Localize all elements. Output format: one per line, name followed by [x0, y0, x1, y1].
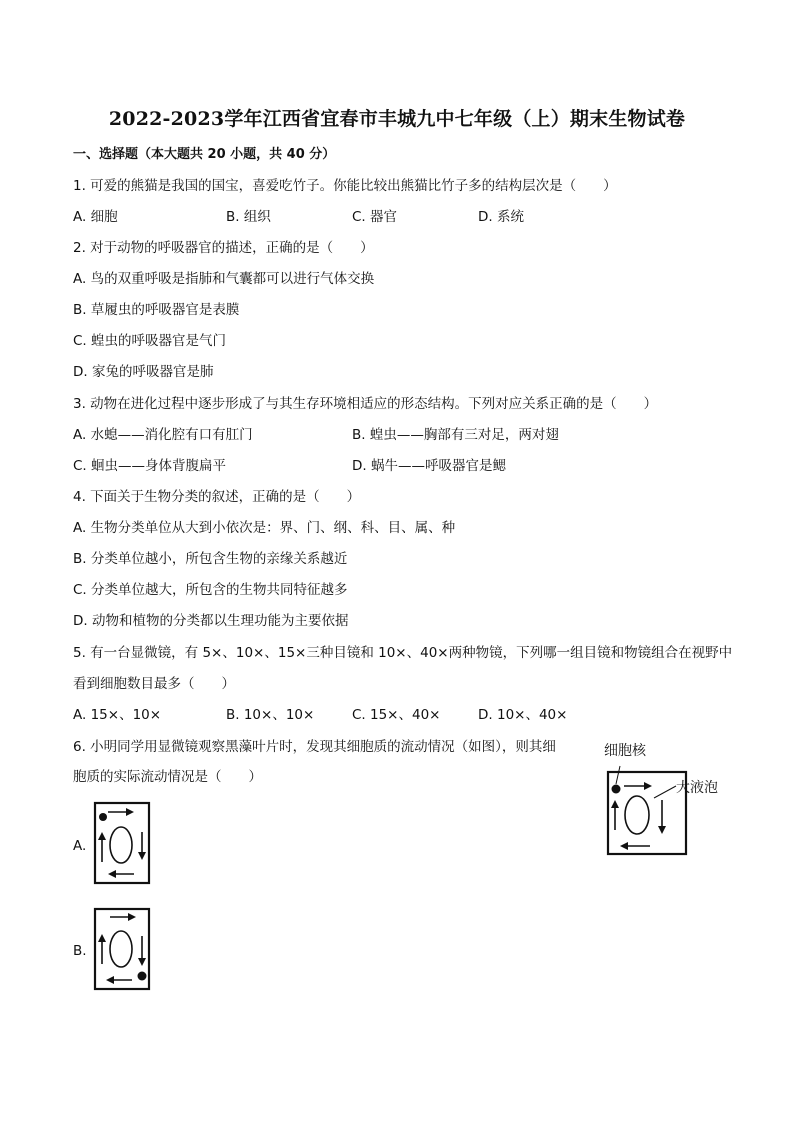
large-vacuole: [110, 931, 132, 967]
q1-option-a: A. 细胞: [73, 209, 118, 225]
large-vacuole: [625, 796, 649, 834]
label-cell-nucleus: 细胞核: [604, 743, 646, 759]
question-5-stem-line-2: 看到细胞数目最多（ ）: [73, 676, 235, 692]
reference-cell-diagram: [600, 760, 692, 860]
q4-option-c: C. 分类单位越大，所包含的生物共同特征越多: [73, 582, 348, 598]
cell-nucleus: [138, 972, 147, 981]
q3-option-a: A. 水螅——消化腔有口有肛门: [73, 427, 253, 443]
q2-option-d: D. 家兔的呼吸器官是肺: [73, 364, 214, 380]
question-3-stem: 3. 动物在进化过程中逐步形成了与其生存环境相适应的形态结构。下列对应关系正确的是（ ）: [73, 396, 658, 412]
vacuole-pointer-line: [654, 786, 676, 798]
q1-option-d: D. 系统: [478, 209, 524, 225]
q1-option-c: C. 器官: [352, 209, 398, 225]
question-4-stem: 4. 下面关于生物分类的叙述，正确的是（ ）: [73, 489, 361, 505]
q6-option-a-label: A.: [73, 838, 87, 854]
q2-option-b: B. 草履虫的呼吸器官是表膜: [73, 302, 240, 318]
cell-nucleus: [99, 813, 107, 821]
page-title: 2022-2023学年江西省宜春市丰城九中七年级（上）期末生物试卷: [108, 108, 686, 130]
q5-option-d: D. 10×、40×: [478, 707, 568, 723]
question-2-stem: 2. 对于动物的呼吸器官的描述，正确的是（ ）: [73, 240, 374, 256]
q3-option-c: C. 蛔虫——身体背腹扁平: [73, 458, 227, 474]
section-heading: 一、选择题（本大题共 20 小题，共 40 分）: [73, 147, 336, 162]
q4-option-b: B. 分类单位越小，所包含生物的亲缘关系越近: [73, 551, 348, 567]
q5-option-c: C. 15×、40×: [352, 707, 441, 723]
cell-wall: [608, 772, 686, 854]
q2-option-c: C. 蝗虫的呼吸器官是气门: [73, 333, 227, 349]
large-vacuole: [110, 827, 132, 863]
q5-option-b: B. 10×、10×: [226, 707, 315, 723]
nucleus-pointer-line: [616, 766, 620, 784]
q2-option-a: A. 鸟的双重呼吸是指肺和气囊都可以进行气体交换: [73, 271, 375, 287]
q3-option-b: B. 蝗虫——胸部有三对足，两对翅: [352, 427, 559, 443]
cell-nucleus: [612, 785, 621, 794]
label-large-vacuole: 大液泡: [676, 780, 718, 796]
q6-option-b-label: B.: [73, 943, 87, 959]
q6-option-b-diagram: [92, 906, 152, 992]
q1-option-b: B. 组织: [226, 209, 271, 225]
question-6-stem-line-2: 胞质的实际流动情况是（ ）: [73, 769, 262, 785]
question-6-stem-line-1: 6. 小明同学用显微镜观察黑藻叶片时，发现其细胞质的流动情况（如图），则其细: [73, 739, 556, 755]
question-5-stem-line-1: 5. 有一台显微镜，有 5×、10×、15×三种目镜和 10×、40×两种物镜，下列哪一组目镜和物镜组合在视野中: [73, 645, 733, 661]
question-1-stem: 1. 可爱的熊猫是我国的国宝，喜爱吃竹子。你能比较出熊猫比竹子多的结构层次是（ ）: [73, 178, 617, 194]
q4-option-d: D. 动物和植物的分类都以生理功能为主要依据: [73, 613, 349, 629]
q5-option-a: A. 15×、10×: [73, 707, 162, 723]
q6-option-a-diagram: [92, 800, 152, 886]
q3-option-d: D. 蜗牛——呼吸器官是鳃: [352, 458, 506, 474]
q4-option-a: A. 生物分类单位从大到小依次是：界、门、纲、科、目、属、种: [73, 520, 456, 536]
